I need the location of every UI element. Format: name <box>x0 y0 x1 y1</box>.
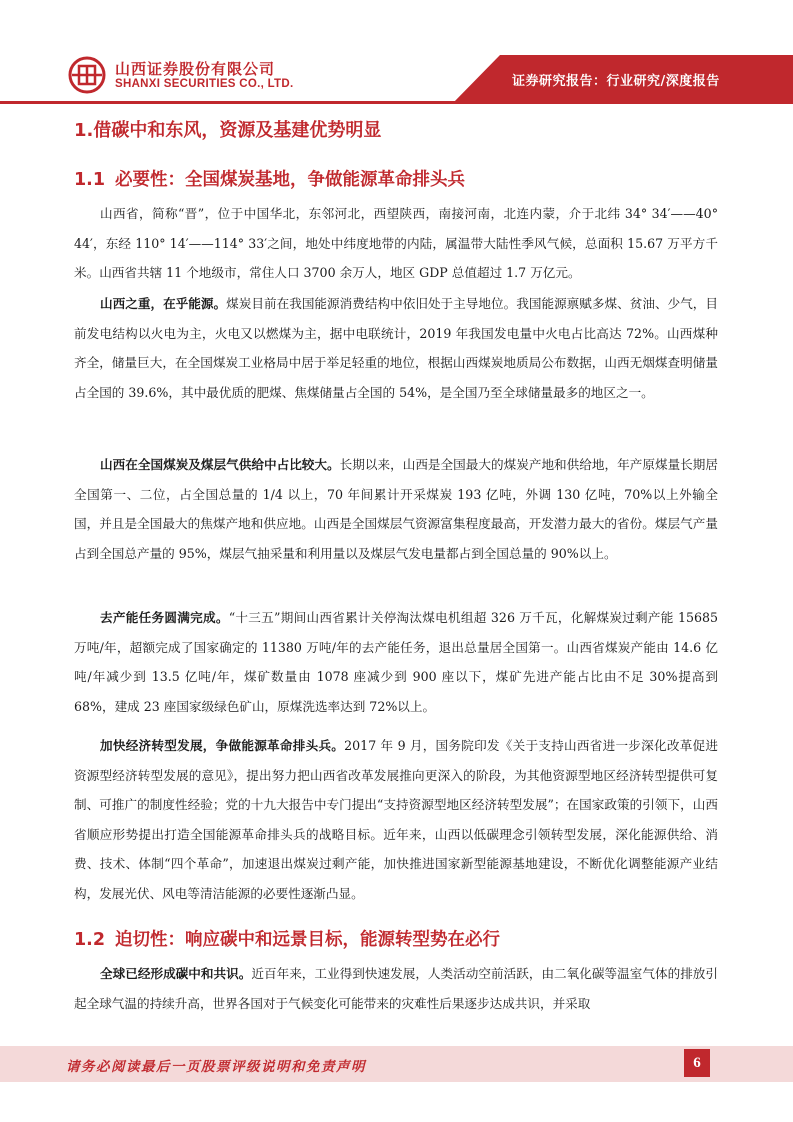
paragraph-4-text: “十三五”期间山西省累计关停淘汰煤电机组超 326 万千瓦，化解煤炭过剩产能 15685 万吨/年，超额完成了国家确定的 11380 万吨/年的去产能任务，退出总量居全国第一。山西省煤炭产能由 14.6 亿吨/年减少到 13.5 亿吨/年，煤矿数量由 1078 座减少到 900 座以下，煤矿先进产能占比由不足 30%提高到 68%，建成 23 座国家级绿色矿山，原煤洗选率达到 72%以上。 <box>74 610 719 714</box>
section-1-1-heading <box>74 166 465 191</box>
report-type-label: 证券研究报告：行业研究/深度报告 <box>512 74 720 89</box>
section-1-2-title: 迫切性：响应碳中和远景目标，能源转型势在必行 <box>115 930 501 950</box>
company-name-en: SHANXI SECURITIES CO., LTD. <box>115 78 294 90</box>
paragraph-1 <box>74 199 718 288</box>
paragraph-4-lead: 去产能任务圆满完成。 <box>100 610 229 625</box>
page-header <box>0 0 793 104</box>
section-1-1-title: 必要性：全国煤炭基地，争做能源革命排头兵 <box>115 170 466 190</box>
paragraph-5-text: 2017 年 9 月，国务院印发《关于支持山西省进一步深化改革促进资源型经济转型发展的意见》，提出努力把山西省改革发展推向更深入的阶段，为其他资源型地区经济转型提供可复制、可推广的制度性经验；党的十九大报告中专门提出“支持资源型地区经济转型发展”；在国家政策的引领下，山西省顺应形势提出打造全国能源革命排头兵的战略目标。近年来，山西以低碳理念引领转型发展，深化能源供给、消费、技术、体制“四个革命”，加速退出煤炭过剩产能，加快推进国家新型能源基地建设，不断优化调整能源产业结构，发展光伏、风电等清洁能源的必要性逐渐凸显。 <box>74 738 718 901</box>
section-1-2-heading <box>74 926 500 951</box>
paragraph-3-lead: 山西在全国煤炭及煤层气供给中占比较大。 <box>100 457 340 472</box>
paragraph-2 <box>74 289 718 407</box>
footer-disclaimer: 请务必阅读最后一页股票评级说明和免责声明 <box>66 1059 366 1075</box>
paragraph-2-text: 煤炭目前在我国能源消费结构中依旧处于主导地位。我国能源禀赋多煤、贫油、少气，目前发电结构以火电为主，火电又以燃煤为主，据中电联统计，2019 年我国发电量中火电占比高达 72%。山西煤种齐全，储量巨大，在全国煤炭工业格局中居于举足轻重的地位，根据山西煤炭地质局公布数据，山西无烟煤查明储量占全国的 39.6%，其中最优质的肥煤、焦煤储量占全国的 54%，是全国乃至全球储量最多的地区之一。 <box>74 296 719 400</box>
section-1-title: 1.借碳中和东风，资源及基建优势明显 <box>74 120 382 141</box>
paragraph-6-lead: 全球已经形成碳中和共识。 <box>100 966 252 981</box>
paragraph-6-text: 近百年来，工业得到快速发展，人类活动空前活跃，由二氧化碳等温室气体的排放引起全球气温的持续升高，世界各国对于气候变化可能带来的灾难性后果逐步达成共识，并采取 <box>74 966 719 1011</box>
paragraph-3-text: 长期以来，山西是全国最大的煤炭产地和供给地，年产原煤量长期居全国第一、二位，占全国总量的 1/4 以上，70 年间累计开采煤炭 193 亿吨，外调 130 亿吨，70%以上外输全国，并且是全国最大的焦煤产地和供应地。山西是全国煤层气资源富集程度最高，开发潜力最大的省份。煤层气产量占到全国总产量的 95%，煤层气抽采量和利用量以及煤层气发电量都占到全国总量的 90%以上。 <box>74 457 719 561</box>
page-number: 6 <box>684 1049 710 1077</box>
paragraph-3 <box>74 450 718 568</box>
section-1-2-number: 1.2 <box>74 930 106 950</box>
paragraph-1-text: 山西省，简称“晋”，位于中国华北，东邻河北，西望陕西，南接河南，北连内蒙，介于北纬 34° 34′——40° 44′，东经 110° 14′——114° 33′之间，地处中纬度地带的内陆，属温带大陆性季风气候，总面积 15.67 万平方千米。山西省共辖 11 个地级市，常住人口 3700 余万人，地区 GDP 总值超过 1.7 万亿元。 <box>74 206 718 280</box>
header-divider <box>0 101 793 104</box>
paragraph-2-lead: 山西之重，在乎能源。 <box>100 296 227 311</box>
paragraph-5-lead: 加快经济转型发展，争做能源革命排头兵。 <box>100 738 345 753</box>
paragraph-4 <box>74 603 718 721</box>
paragraph-6 <box>74 959 718 1018</box>
company-name-cn: 山西证券股份有限公司 <box>115 60 276 78</box>
paragraph-5 <box>74 731 718 908</box>
section-1-1-number: 1.1 <box>74 170 106 190</box>
